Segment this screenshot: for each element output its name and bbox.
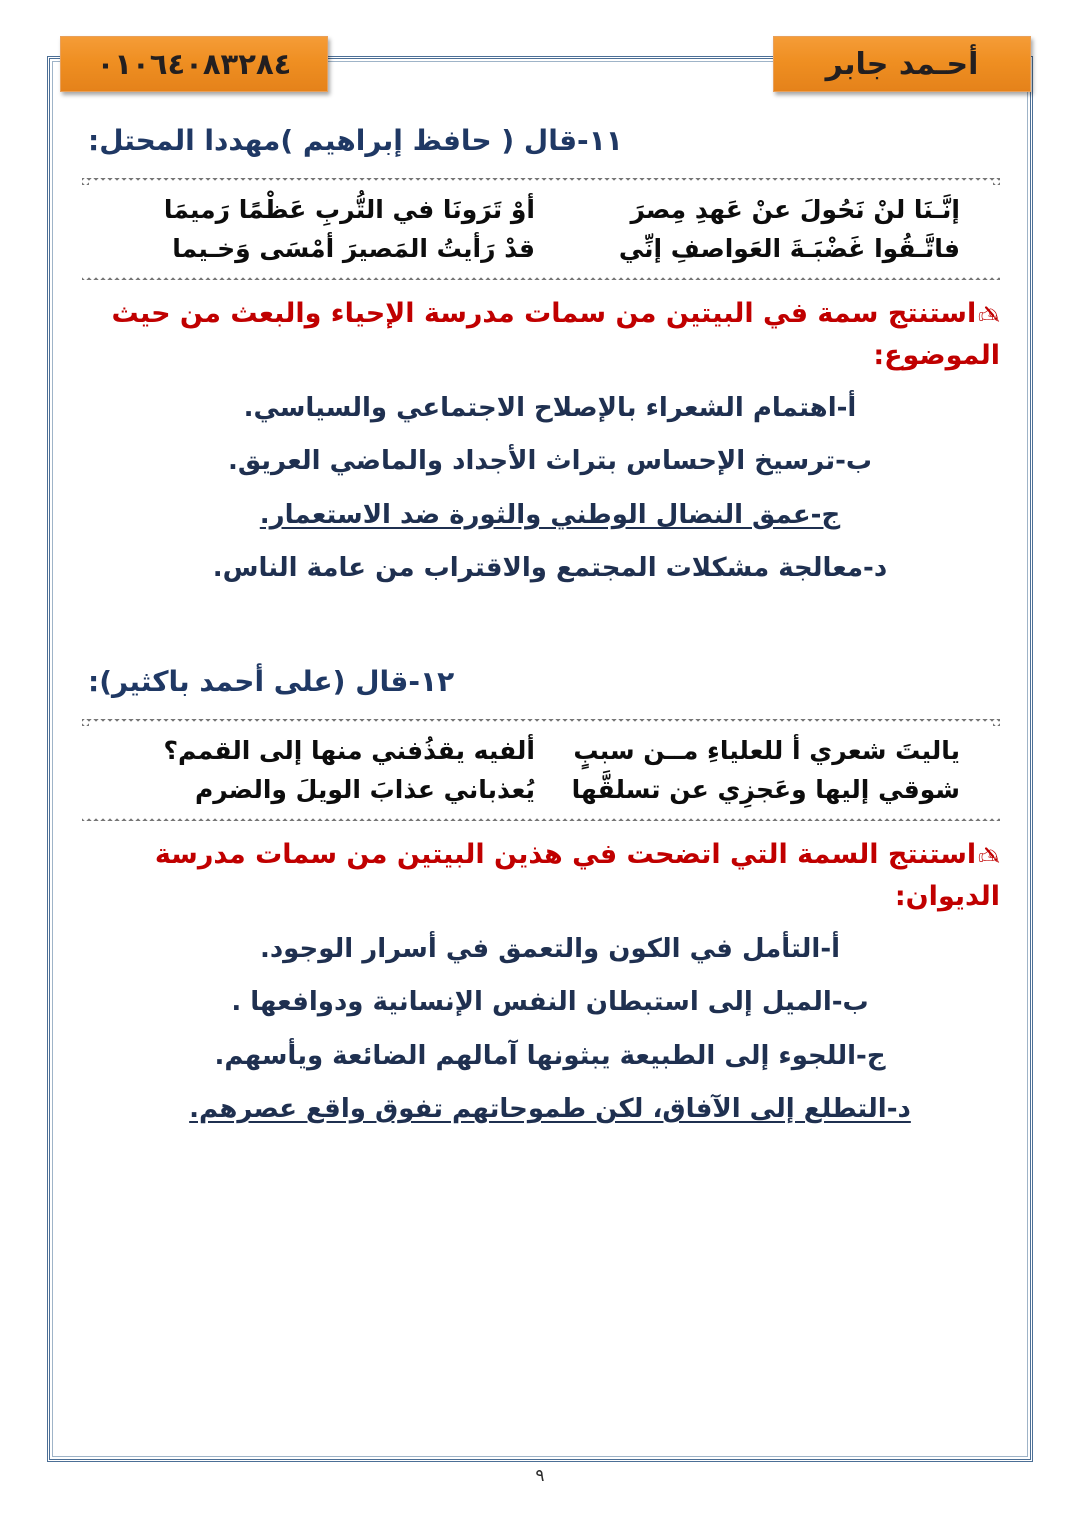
option-item[interactable] bbox=[100, 389, 1000, 429]
option-label: ب-الميل إلى استبطان النفس الإنسانية ودوافعها . bbox=[231, 987, 869, 1018]
option-label: د-معالجة مشكلات المجتمع والاقتراب من عامة الناس. bbox=[212, 553, 888, 584]
option-item[interactable] bbox=[100, 930, 1000, 970]
verse-box-11 bbox=[82, 178, 1000, 280]
zigzag-border-right bbox=[993, 178, 1000, 280]
prompt-text: استنتج السمة التي اتضحت في هذين البيتين من سمات مدرسة الديوان: bbox=[154, 838, 1000, 912]
hemistich-first: فاتَّـقُوا غَضْبَـةَ العَواصفِ إنِّي bbox=[618, 234, 960, 263]
option-item-correct[interactable] bbox=[100, 1090, 1000, 1130]
question-prompt-12 bbox=[82, 835, 1000, 916]
verse-line bbox=[100, 731, 982, 770]
hemistich-second: يُعذباني عذابَ الويلَ والضرم bbox=[194, 774, 535, 804]
option-item[interactable] bbox=[100, 1037, 1000, 1077]
zigzag-border-top bbox=[82, 178, 1000, 185]
section-spacer bbox=[82, 603, 1000, 661]
option-label: ج-اللجوء إلى الطبيعة يبثونها آمالهم الضائعة ويأسهم. bbox=[214, 1040, 886, 1071]
option-label: ب-ترسيخ الإحساس بتراث الأجداد والماضي العريق. bbox=[227, 446, 873, 477]
zigzag-border-top bbox=[82, 719, 1000, 726]
phone-number-label: ٠١٠٦٤٠٨٣٢٨٤ bbox=[96, 47, 292, 81]
hemistich-first: ياليتَ شعري أ للعلياءِ مــن سببٍ bbox=[573, 735, 960, 765]
document-header bbox=[47, 36, 1033, 102]
option-label: ج-عمق النضال الوطني والثورة ضد الاستعمار. bbox=[259, 499, 841, 530]
zigzag-border-bottom bbox=[82, 814, 1000, 821]
teacher-name-label: أحـمد جابر bbox=[825, 46, 979, 82]
verse-line bbox=[100, 770, 982, 809]
zigzag-border-left bbox=[82, 178, 89, 280]
page-number: ٩ bbox=[535, 1466, 545, 1486]
verse-line bbox=[100, 229, 982, 268]
hemistich-first: شوقي إليها وعَجزِي عن تسلقَّها bbox=[571, 774, 960, 804]
option-item[interactable] bbox=[100, 549, 1000, 589]
option-label: أ-اهتمام الشعراء بالإصلاح الاجتماعي والسياسي. bbox=[243, 392, 857, 423]
question-prompt-11 bbox=[82, 294, 1000, 375]
question-heading-12: ١٢-قال (على أحمد باكثير): bbox=[88, 664, 455, 698]
hemistich-second: ألفيه يقذُفني منها إلى القمم؟ bbox=[163, 735, 535, 765]
pen-icon: ✍ bbox=[978, 301, 1000, 331]
teacher-name-plate bbox=[773, 36, 1031, 92]
question-block-11 bbox=[82, 120, 1000, 589]
hemistich-second: قدْ رَأيتُ المَصيرَ أمْسَى وَخـيما bbox=[172, 234, 535, 263]
options-list-12 bbox=[82, 930, 1000, 1130]
hemistich-first: إنَّـنَا لنْ نَحُولَ عنْ عَهدِ مِصرَ bbox=[630, 195, 960, 224]
verse-box-12 bbox=[82, 719, 1000, 821]
pen-icon: ✍ bbox=[978, 841, 1000, 872]
option-label: أ-التأمل في الكون والتعمق في أسرار الوجود. bbox=[259, 933, 841, 964]
verse-line bbox=[100, 190, 982, 229]
zigzag-border-bottom bbox=[82, 273, 1000, 280]
option-item-correct[interactable] bbox=[100, 496, 1000, 536]
worksheet-content bbox=[58, 75, 1024, 1445]
hemistich-second: أوْ تَرَونَا في التُّربِ عَظْمًا رَميمَا bbox=[163, 195, 535, 224]
phone-number-plate bbox=[60, 36, 328, 92]
question-block-12 bbox=[82, 661, 1000, 1130]
question-heading-11: ١١-قال ( حافظ إبراهيم )مهددا المحتل: bbox=[88, 124, 623, 157]
option-item[interactable] bbox=[100, 983, 1000, 1023]
options-list-11 bbox=[82, 389, 1000, 589]
option-label: د-التطلع إلى الآفاق، لكن طموحاتهم تفوق واقع عصرهم. bbox=[189, 1094, 911, 1125]
zigzag-border-left bbox=[82, 719, 89, 821]
prompt-text: استنتج سمة في البيتين من سمات مدرسة الإحياء والبعث من حيث الموضوع: bbox=[111, 298, 1000, 371]
option-item[interactable] bbox=[100, 442, 1000, 482]
zigzag-border-right bbox=[993, 719, 1000, 821]
